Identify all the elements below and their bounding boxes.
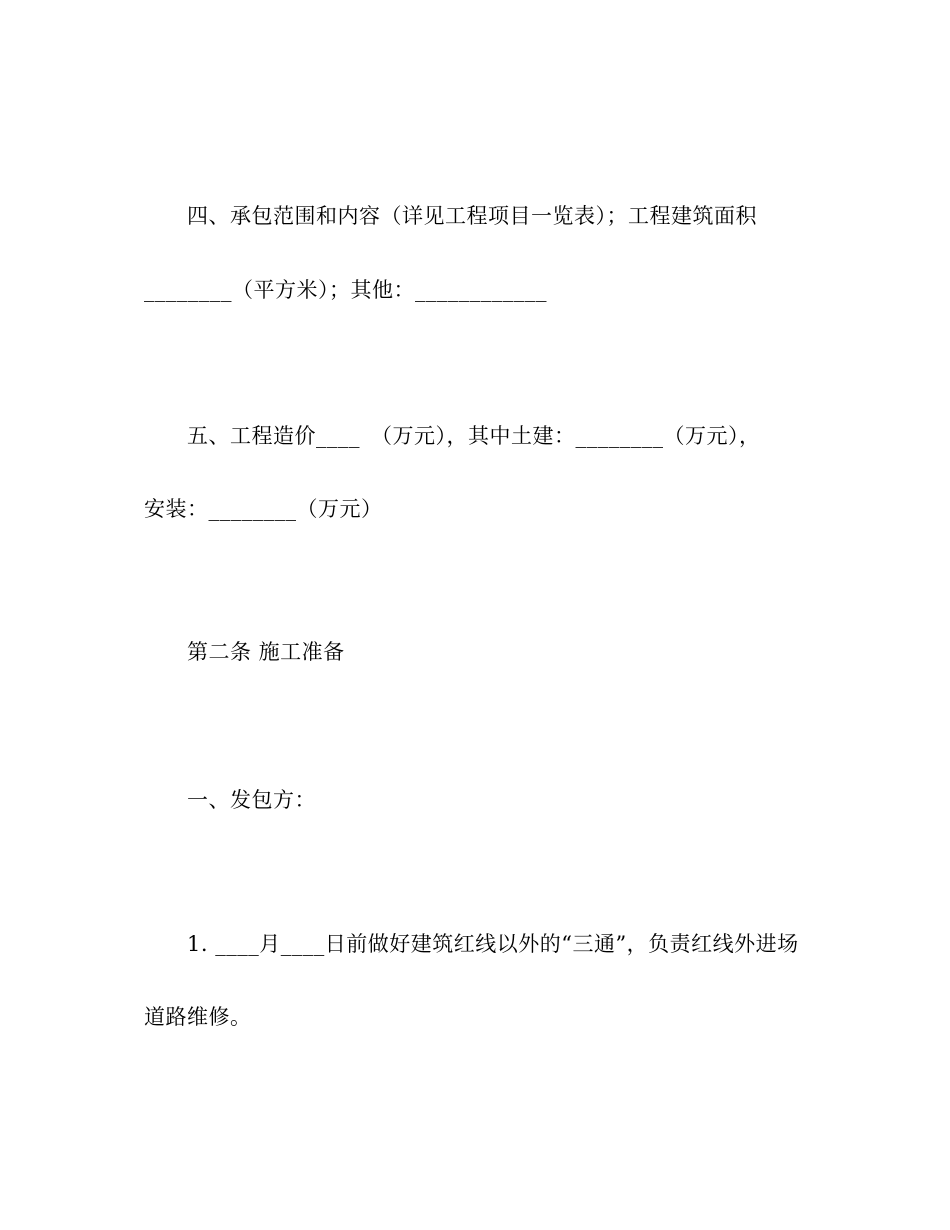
clause-scope-line-1: 四、承包范围和内容（详见工程项目一览表）；工程建筑面积 bbox=[187, 204, 757, 228]
clause-scope-line-2: ________（平方米）；其他：____________ bbox=[144, 278, 547, 302]
clause-cost-line-1: 五、工程造价____ （万元），其中土建：________（万元）， bbox=[187, 424, 761, 448]
clause-cost-line-2: 安装：________（万元） bbox=[144, 497, 383, 521]
item-1-line-2: 道路维修。 bbox=[144, 1005, 252, 1029]
item-1-line-1: 1. ____月____日前做好建筑红线以外的“三通”，负责红线外进场 bbox=[187, 932, 799, 956]
section-heading: 一、发包方： bbox=[187, 788, 316, 812]
article-heading: 第二条 施工准备 bbox=[187, 640, 345, 664]
